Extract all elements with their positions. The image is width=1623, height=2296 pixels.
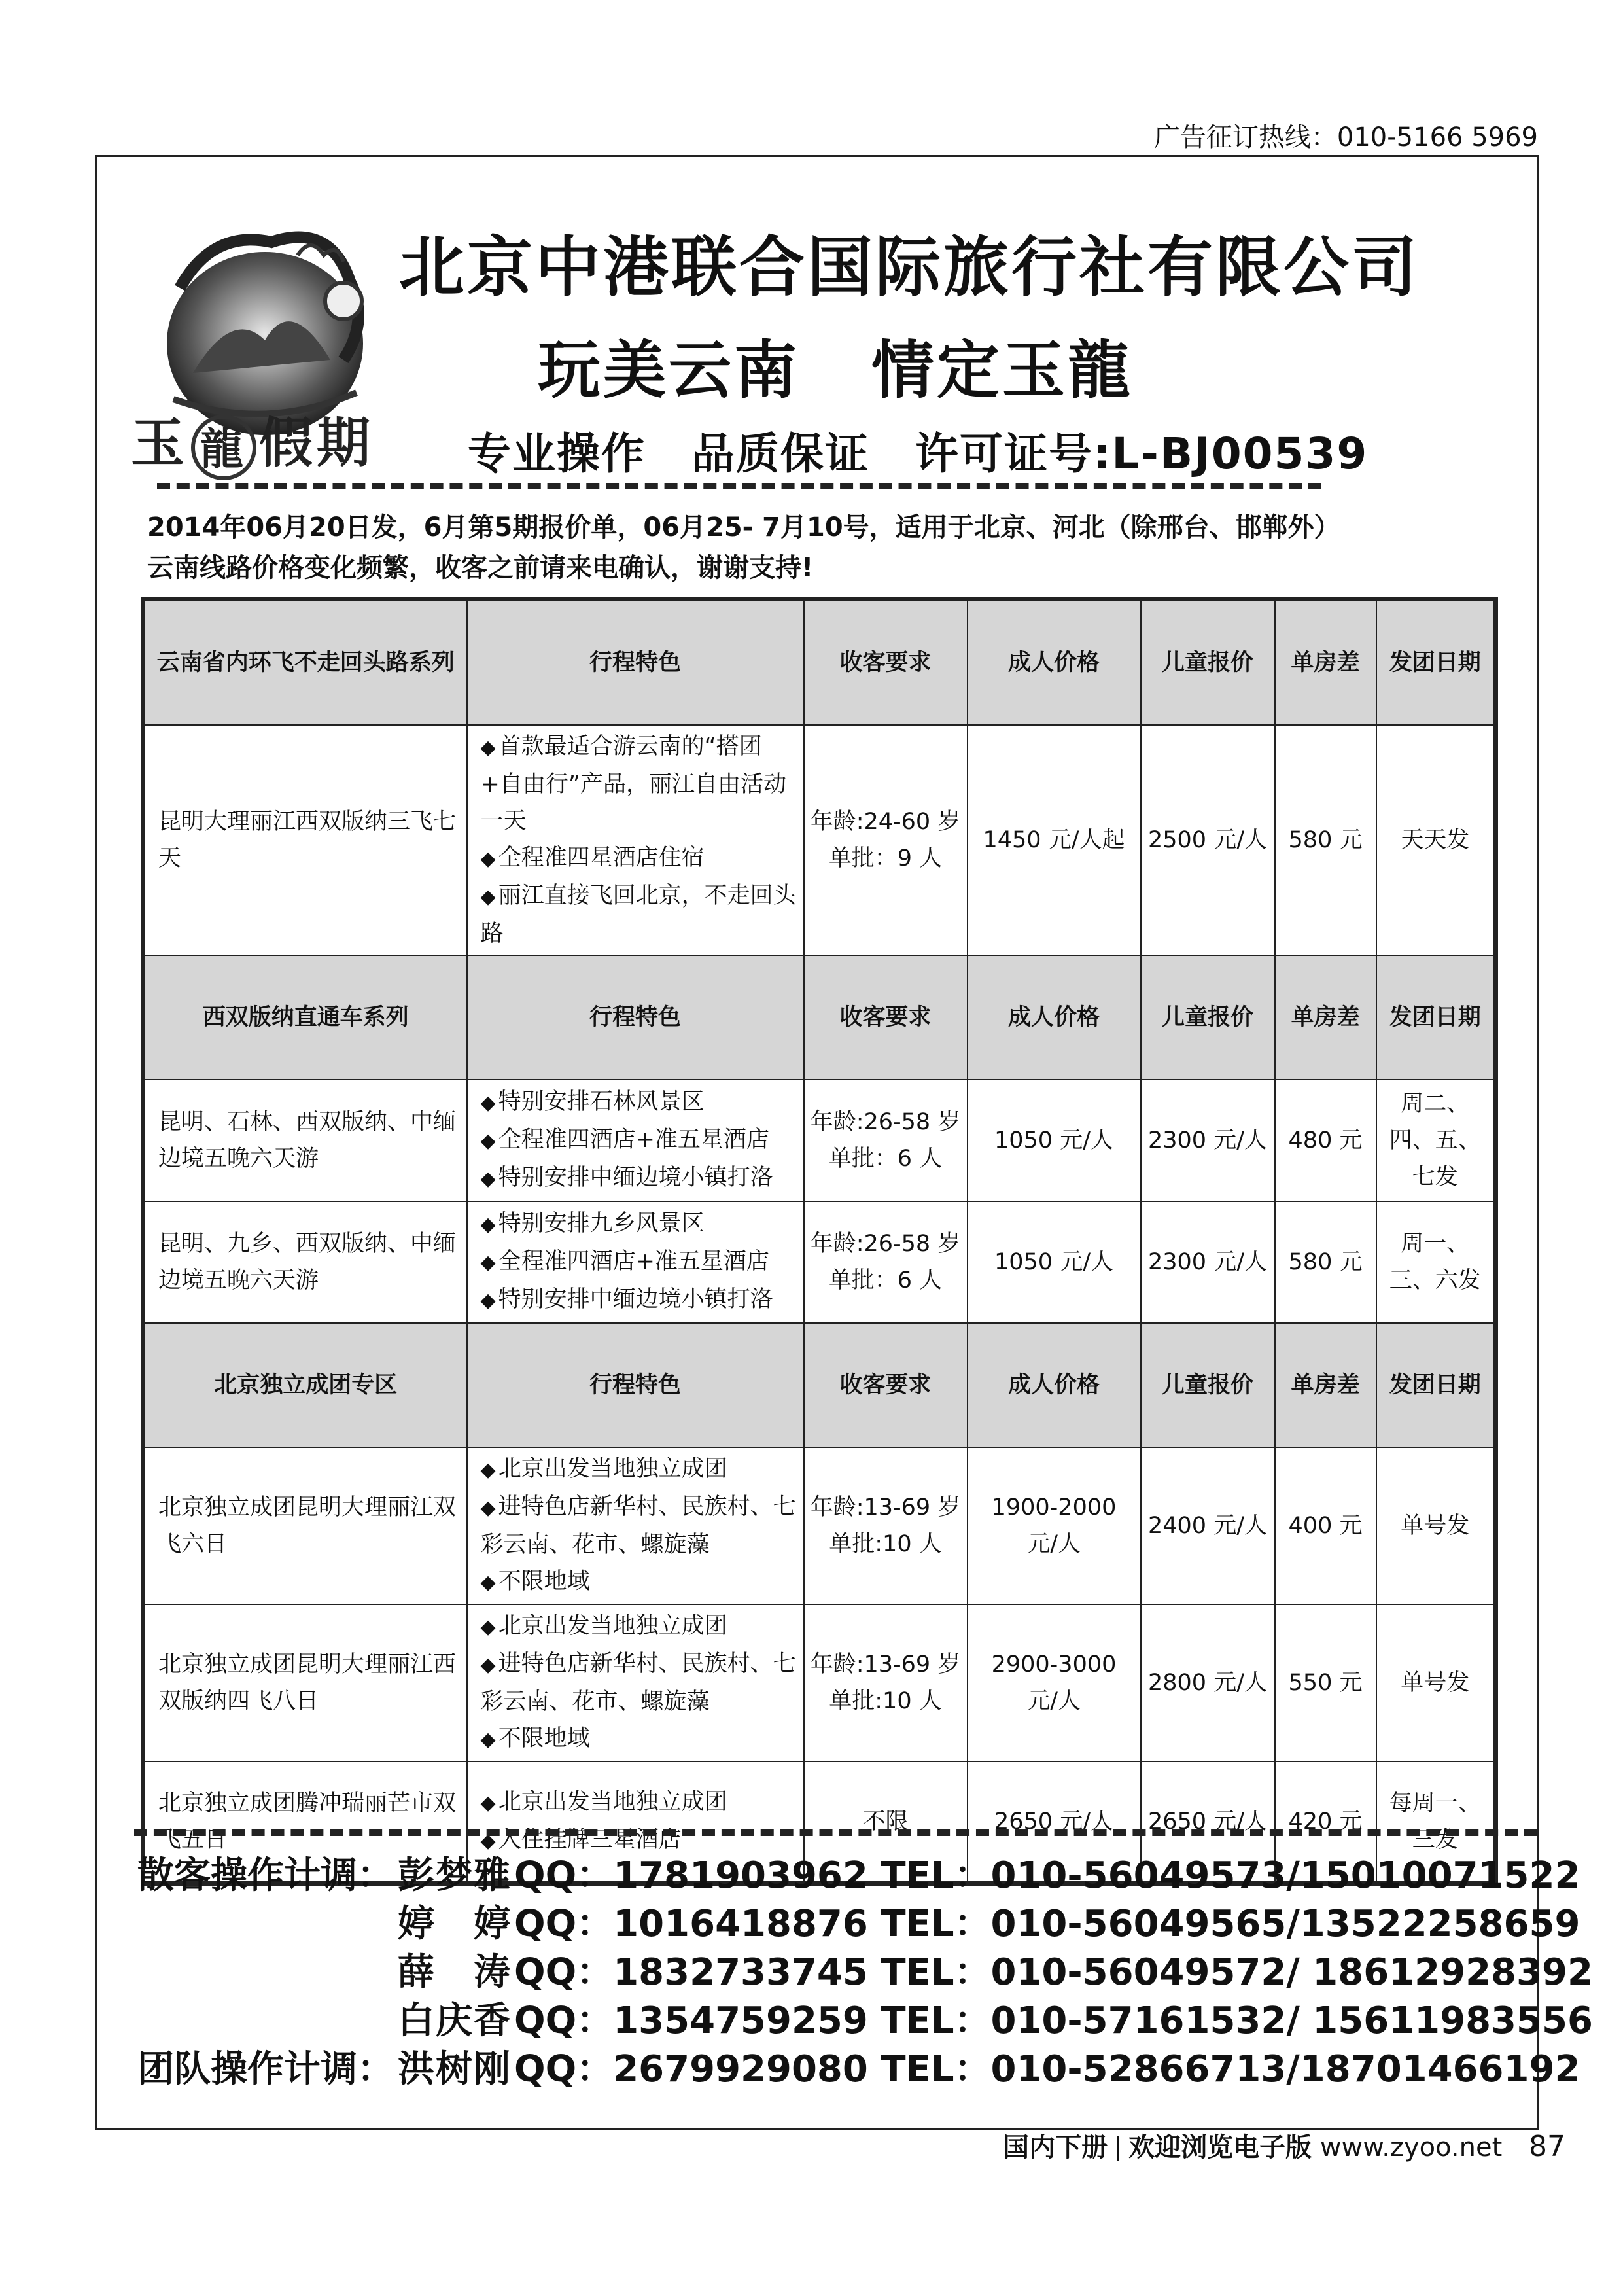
table-row [143,725,1496,955]
slogan-part-1: 玩美云南 [538,334,799,407]
header-single-supplement: 单房差 [1275,599,1376,726]
route-features: ◆ 北京出发当地独立成团 ◆ 进特色店新华村、民族村、七彩云南、花市、螺旋藻 ◆ 不限地域 [467,1604,804,1761]
table-row [143,1604,1496,1761]
price-table [141,597,1498,1886]
header-series: 云南省内环飞不走回头路系列 [143,599,467,726]
header-series: 北京独立成团专区 [143,1323,467,1447]
section-header [143,1323,1496,1447]
child-price: 2800 元/人 [1141,1604,1275,1761]
requirement: 年龄:26-58 岁 单批：6 人 [804,1080,968,1201]
header-single-supplement: 单房差 [1275,1323,1376,1447]
route-features: ◆ 特别安排石林风景区 ◆ 全程准四酒店+准五星酒店 ◆ 特别安排中缅边境小镇打洛 [467,1080,804,1201]
ad-hotline: 广告征订热线：010-5166 5969 [1153,122,1538,152]
adult-price: 1050 元/人 [968,1080,1141,1201]
single-supplement: 580 元 [1275,1201,1376,1323]
requirement: 年龄:26-58 岁 单批：6 人 [804,1201,968,1323]
logo-char-jiaqi: 假期 [259,412,375,474]
departure-date: 单号发 [1376,1604,1496,1761]
contact-name: 白庆香 [398,2000,512,2042]
requirement: 不限 [804,1761,968,1883]
header-requirement: 收客要求 [804,955,968,1080]
header-adult-price: 成人价格 [968,1323,1141,1447]
contact-tel: TEL：010-56049565/13522258659 [881,1903,1580,1945]
single-supplement: 480 元 [1275,1080,1376,1201]
header-requirement: 收客要求 [804,1323,968,1447]
contact-qq: QQ：1354759259 [514,2000,868,2042]
header-departure: 发团日期 [1376,599,1496,726]
license-number: 许可证号:L-BJ00539 [915,429,1369,479]
footer-url[interactable]: www.zyoo.net [1319,2132,1503,2163]
route-name: 北京独立成团腾冲瑞丽芒市双飞五日 [143,1761,467,1883]
contact-row [137,1997,1593,2045]
logo-wordmark [131,400,374,480]
contact-qq: QQ：1832733745 [514,1951,868,1994]
adult-price: 2650 元/人 [968,1761,1141,1883]
contact-name: 洪树刚 [398,2048,512,2091]
route-name: 北京独立成团昆明大理丽江双飞六日 [143,1447,467,1604]
header-child-price: 儿童报价 [1141,599,1275,726]
header-adult-price: 成人价格 [968,599,1141,726]
contact-row [137,1900,1593,1949]
quality-line [468,419,1368,481]
header-features: 行程特色 [467,1323,804,1447]
logo-char-long: 龍 [191,415,256,480]
contact-row [137,1949,1593,1997]
company-name: 北京中港联合国际旅行社有限公司 [399,229,1420,306]
quality-item-2: 品质保证 [691,429,869,479]
requirement: 年龄:13-69 岁 单批:10 人 [804,1447,968,1604]
table-row [143,1201,1496,1323]
slogan-part-2: 情定玉龍 [871,334,1133,407]
header-departure: 发团日期 [1376,955,1496,1080]
child-price: 2500 元/人 [1141,725,1275,955]
contact-tel: TEL：010-57161532/ 15611983556 [881,2000,1593,2042]
route-name: 昆明大理丽江西双版纳三飞七天 [143,725,467,955]
departure-date: 天天发 [1376,725,1496,955]
child-price: 2300 元/人 [1141,1080,1275,1201]
header-requirement: 收客要求 [804,599,968,726]
contact-list [137,1852,1593,2094]
contact-tel: TEL：010-56049573/15010071522 [881,1854,1580,1897]
route-features: ◆ 特别安排九乡风景区 ◆ 全程准四酒店+准五星酒店 ◆ 特别安排中缅边境小镇打洛 [467,1201,804,1323]
departure-date: 每周一、三发 [1376,1761,1496,1883]
requirement: 年龄:13-69 岁 单批:10 人 [804,1604,968,1761]
header-child-price: 儿童报价 [1141,1323,1275,1447]
price-notice [147,507,1340,588]
fit-operator-label: 散客操作计调： [137,1854,394,1897]
notice-line-1: 2014年06月20日发，6月第5期报价单，06月25- 7月10号，适用于北京、河北（除邢台、邯郸外） [147,512,1340,542]
header-single-supplement: 单房差 [1275,955,1376,1080]
divider [134,1829,1537,1836]
adult-price: 1050 元/人 [968,1201,1141,1323]
contact-qq: QQ：1781903962 [514,1854,868,1897]
contact-row [137,2045,1593,2094]
quality-item-1: 专业操作 [468,429,646,479]
route-features: ◆ 首款最适合游云南的“搭团+自由行”产品，丽江自由活动一天 ◆ 全程准四星酒店住宿 ◆ 丽江直接飞回北京，不走回头路 [467,725,804,955]
contact-name: 婷 婷 [398,1903,512,1945]
header-adult-price: 成人价格 [968,955,1141,1080]
divider [157,483,1321,489]
departure-date: 周一、三、六发 [1376,1201,1496,1323]
notice-line-2: 云南线路价格变化频繁，收客之前请来电确认，谢谢支持! [147,553,814,583]
footer-section: 国内下册 [1003,2132,1108,2163]
table-row [143,1447,1496,1604]
child-price: 2300 元/人 [1141,1201,1275,1323]
departure-date: 周二、四、五、七发 [1376,1080,1496,1201]
header-departure: 发团日期 [1376,1323,1496,1447]
departure-date: 单号发 [1376,1447,1496,1604]
route-features: ◆ 北京出发当地独立成团 ◆ 入住挂牌三星酒店 [467,1761,804,1883]
adult-price: 1900-2000 元/人 [968,1447,1141,1604]
page-footer [1003,2127,1565,2164]
contact-qq: QQ：1016418876 [514,1903,868,1945]
section-header [143,955,1496,1080]
footer-separator [1117,2136,1119,2161]
requirement: 年龄:24-60 岁 单批：9 人 [804,725,968,955]
section-header [143,599,1496,726]
route-name: 北京独立成团昆明大理丽江西双版纳四飞八日 [143,1604,467,1761]
single-supplement: 400 元 [1275,1447,1376,1604]
adult-price: 2900-3000 元/人 [968,1604,1141,1761]
route-features: ◆ 北京出发当地独立成团 ◆ 进特色店新华村、民族村、七彩云南、花市、螺旋藻 ◆ 不限地域 [467,1447,804,1604]
slogan [538,321,1133,410]
contact-name: 彭梦雅 [398,1854,512,1897]
child-price: 2400 元/人 [1141,1447,1275,1604]
contact-tel: TEL：010-52866713/18701466192 [881,2048,1580,2091]
contact-row [137,1852,1593,1900]
table-row [143,1080,1496,1201]
contact-qq: QQ：2679929080 [514,2048,868,2091]
adult-price: 1450 元/人起 [968,725,1141,955]
header-features: 行程特色 [467,955,804,1080]
header-child-price: 儿童报价 [1141,955,1275,1080]
footer-tagline: 欢迎浏览电子版 [1128,2132,1312,2163]
single-supplement: 420 元 [1275,1761,1376,1883]
contact-tel: TEL：010-56049572/ 18612928392 [881,1951,1593,1994]
header-series: 西双版纳直通车系列 [143,955,467,1080]
contact-name: 薛 涛 [398,1951,512,1994]
single-supplement: 580 元 [1275,725,1376,955]
route-name: 昆明、九乡、西双版纳、中缅边境五晚六天游 [143,1201,467,1323]
logo-char-yu: 玉 [131,412,189,474]
child-price: 2650 元/人 [1141,1761,1275,1883]
single-supplement: 550 元 [1275,1604,1376,1761]
header-features: 行程特色 [467,599,804,726]
route-name: 昆明、石林、西双版纳、中缅边境五晚六天游 [143,1080,467,1201]
group-operator-label: 团队操作计调： [137,2048,394,2091]
page-number: 87 [1529,2130,1565,2163]
